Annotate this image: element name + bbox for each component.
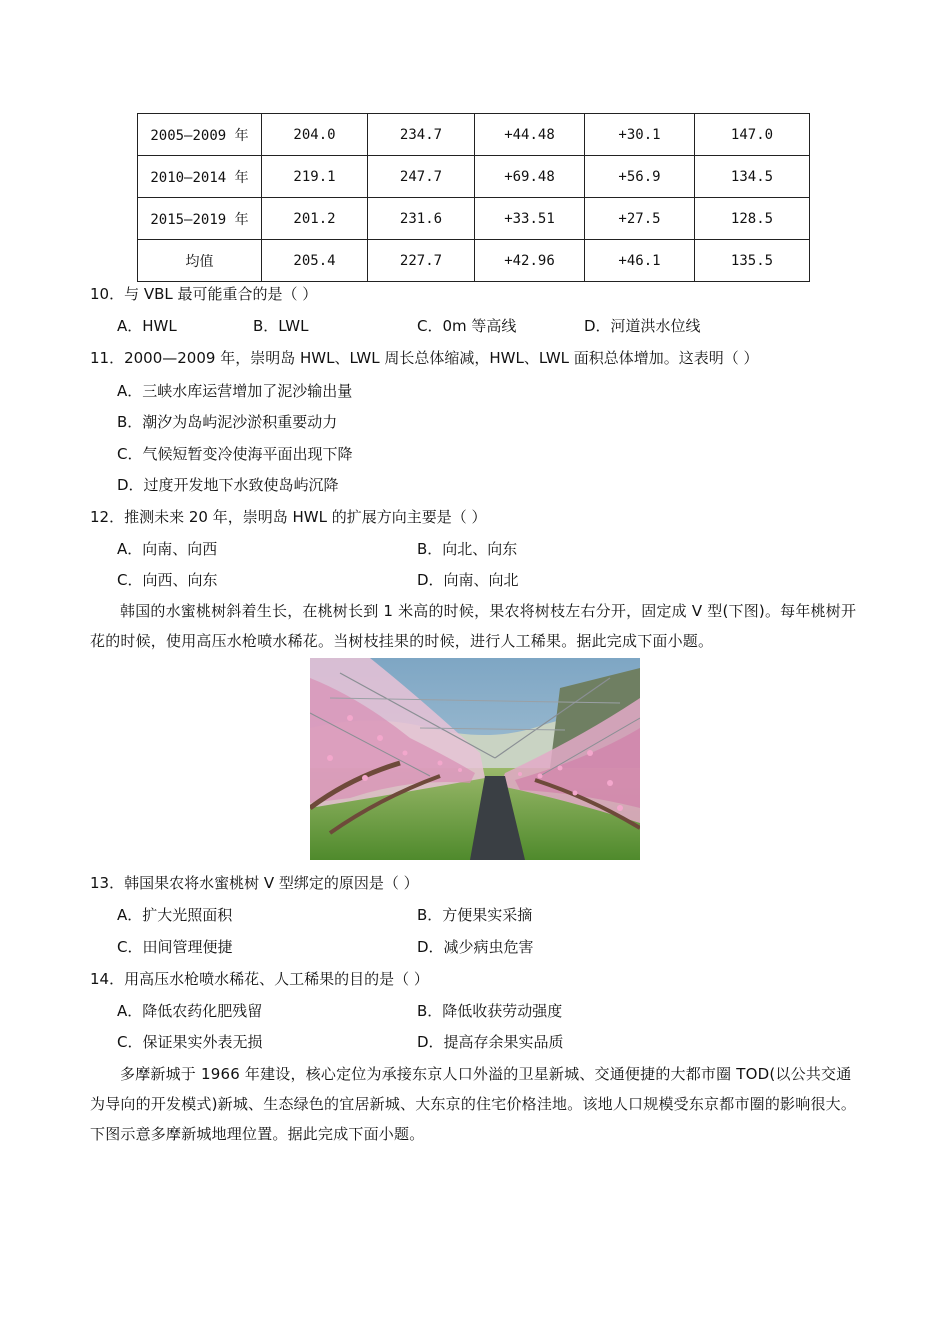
q10-option-c: C．0m 等高线 bbox=[417, 317, 517, 335]
q13-option-b: B．方便果实采摘 bbox=[417, 906, 533, 924]
q12-option-c: C．向西、向东 bbox=[117, 571, 218, 589]
q13-option-d: D．减少病虫危害 bbox=[417, 938, 534, 956]
table-cell: 231.6 bbox=[368, 198, 475, 240]
table-row bbox=[138, 114, 810, 156]
table-cell: 134.5 bbox=[695, 156, 810, 198]
q14-option-c: C．保证果实外表无损 bbox=[117, 1033, 263, 1051]
table-cell: +46.1 bbox=[585, 240, 695, 282]
question-10-stem: 10．与 VBL 最可能重合的是（ ） bbox=[90, 285, 318, 303]
q14-option-d: D．提高存余果实品质 bbox=[417, 1033, 564, 1051]
q11-option-d: D．过度开发地下水致使岛屿沉降 bbox=[117, 476, 339, 494]
q10-option-d: D．河道洪水位线 bbox=[584, 317, 701, 335]
table-cell: 135.5 bbox=[695, 240, 810, 282]
table-cell: +56.9 bbox=[585, 156, 695, 198]
table-cell: 204.0 bbox=[262, 114, 368, 156]
table-cell: 227.7 bbox=[368, 240, 475, 282]
table-cell: 128.5 bbox=[695, 198, 810, 240]
peach-orchard-photo bbox=[310, 658, 640, 860]
q13-option-c: C．田间管理便捷 bbox=[117, 938, 233, 956]
table-row bbox=[138, 198, 810, 240]
table-cell: +30.1 bbox=[585, 114, 695, 156]
q12-option-d: D．向南、向北 bbox=[417, 571, 519, 589]
table-cell: 247.7 bbox=[368, 156, 475, 198]
question-14-stem: 14．用高压水枪喷水稀花、人工稀果的目的是（ ） bbox=[90, 970, 429, 988]
q12-option-a: A．向南、向西 bbox=[117, 540, 218, 558]
data-table bbox=[137, 113, 810, 282]
table-row bbox=[138, 156, 810, 198]
question-11-stem: 11．2000—2009 年，崇明岛 HWL、LWL 周长总体缩减，HWL、LWL 面积总体增加。这表明（ ） bbox=[90, 349, 759, 367]
question-12-stem: 12．推测未来 20 年，崇明岛 HWL 的扩展方向主要是（ ） bbox=[90, 508, 487, 526]
table-cell: 2005—2009 年 bbox=[138, 114, 262, 156]
q11-option-c: C．气候短暂变冷使海平面出现下降 bbox=[117, 445, 353, 463]
q11-option-a: A．三峡水库运营增加了泥沙输出量 bbox=[117, 382, 353, 400]
q10-option-a: A．HWL bbox=[117, 317, 177, 335]
table-cell: 2010—2014 年 bbox=[138, 156, 262, 198]
passage-tama: 多摩新城于 1966 年建设，核心定位为承接东京人口外溢的卫星新城、交通便捷的大都市圈 TOD(以公共交通为导向的开发模式)新城、生态绿色的宜居新城、大东京的住宅价格洼地。该地人口规模受东京都市圈的影响很大。下图示意多摩新城地理位置。据此完成下面小题。 bbox=[90, 1065, 857, 1143]
table-row bbox=[138, 240, 810, 282]
table-cell: +69.48 bbox=[475, 156, 585, 198]
table-cell: +27.5 bbox=[585, 198, 695, 240]
table-cell: 219.1 bbox=[262, 156, 368, 198]
table-cell: +44.48 bbox=[475, 114, 585, 156]
passage-peach: 韩国的水蜜桃树斜着生长，在桃树长到 1 米高的时候，果农将树枝左右分开，固定成 V 型(下图)。每年桃树开花的时候，使用高压水枪喷水稀花。当树枝挂果的时候，进行人工稀果。据此完成下面小题。 bbox=[90, 602, 857, 650]
table-cell: 均值 bbox=[138, 240, 262, 282]
q12-option-b: B．向北、向东 bbox=[417, 540, 518, 558]
q14-option-a: A．降低农药化肥残留 bbox=[117, 1002, 263, 1020]
table-cell: 201.2 bbox=[262, 198, 368, 240]
question-13-stem: 13．韩国果农将水蜜桃树 V 型绑定的原因是（ ） bbox=[90, 874, 419, 892]
q14-option-b: B．降低收获劳动强度 bbox=[417, 1002, 563, 1020]
q13-option-a: A．扩大光照面积 bbox=[117, 906, 233, 924]
q11-option-b: B．潮汐为岛屿泥沙淤积重要动力 bbox=[117, 413, 338, 431]
table-cell: 2015—2019 年 bbox=[138, 198, 262, 240]
table-cell: 205.4 bbox=[262, 240, 368, 282]
table-cell: +33.51 bbox=[475, 198, 585, 240]
table-cell: 147.0 bbox=[695, 114, 810, 156]
table-cell: +42.96 bbox=[475, 240, 585, 282]
table-cell: 234.7 bbox=[368, 114, 475, 156]
q10-option-b: B．LWL bbox=[253, 317, 309, 335]
